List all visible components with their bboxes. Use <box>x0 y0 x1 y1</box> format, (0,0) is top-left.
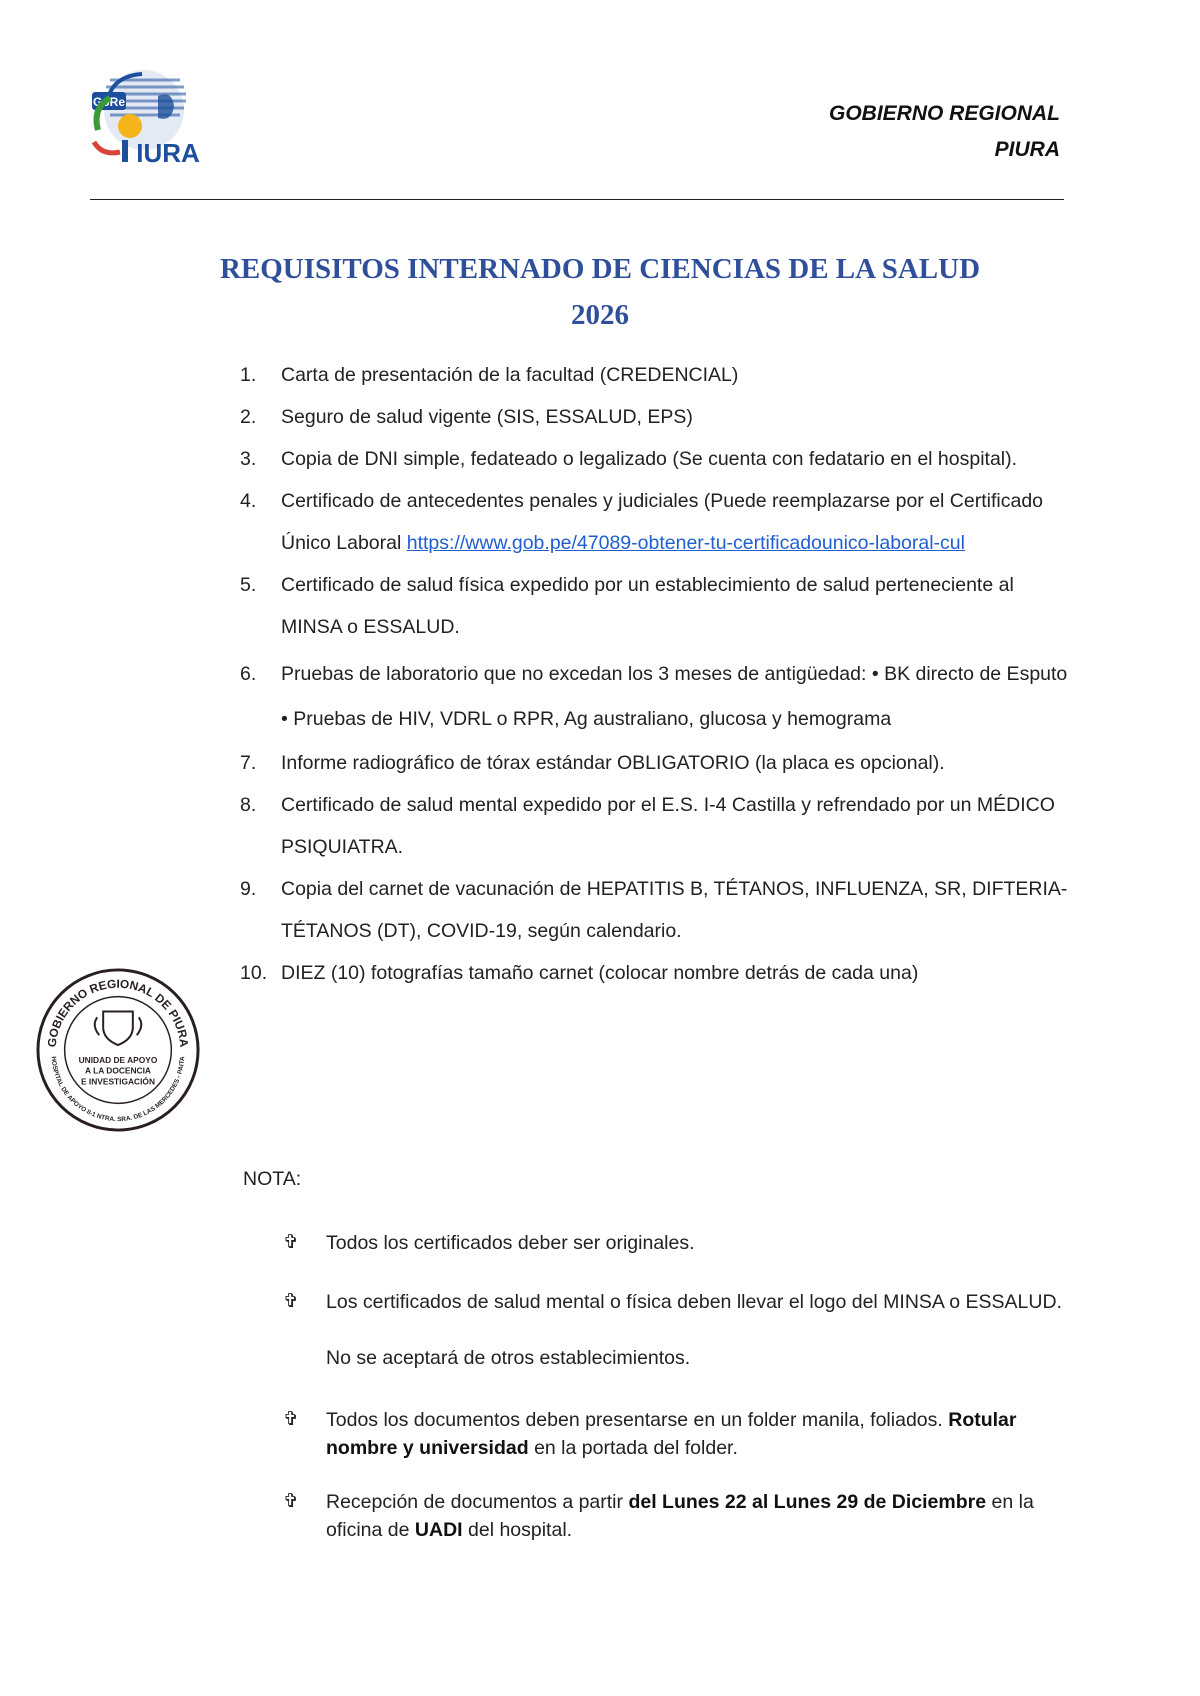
requirement-item <box>240 480 1070 564</box>
requirement-item <box>240 564 1070 648</box>
requirement-text: DIEZ (10) fotografías tamaño carnet (colocar nombre detrás de cada una) <box>281 962 919 984</box>
requirement-number: 6. <box>240 663 257 685</box>
requirement-text: Seguro de salud vigente (SIS, ESSALUD, EPS) <box>281 406 693 428</box>
requirement-text: Copia de DNI simple, fedateado o legalizado (Se cuenta con fedatario en el hospital). <box>281 448 1018 470</box>
requirement-number: 9. <box>240 878 257 900</box>
note-emphasis: Rotular nombre y universidad <box>326 1409 1017 1459</box>
requirement-item <box>240 652 1070 742</box>
header-organization <box>829 96 1060 168</box>
stamp-line-3: E INVESTIGACIÓN <box>81 1076 155 1087</box>
requirement-item <box>240 952 1070 994</box>
requirement-item <box>240 784 1070 868</box>
requirements-list <box>240 354 1070 994</box>
svg-text:IURA: IURA <box>136 138 200 168</box>
requirement-item <box>240 354 1070 396</box>
note-item <box>283 1274 1083 1386</box>
title-line-1: REQUISITOS INTERNADO DE CIENCIAS DE LA SALUD <box>219 253 981 285</box>
requirement-text: Certificado de salud mental expedido por el E.S. I-4 Castilla y refrendado por un MÉDICO PSIQUIATRA. <box>281 794 1055 858</box>
requirement-item <box>240 438 1070 480</box>
note-item <box>283 1488 1083 1544</box>
requirement-text: Certificado de salud física expedido por un establecimiento de salud perteneciente al MINSA o ESSALUD. <box>281 574 1014 638</box>
org-line-2: PIURA <box>994 138 1060 161</box>
svg-text:GoRe: GoRe <box>92 95 126 109</box>
cross-icon: ✞ <box>283 1291 299 1312</box>
uadi-stamp <box>34 966 202 1134</box>
requirement-number: 1. <box>240 364 257 386</box>
requirement-item <box>240 396 1070 438</box>
requirement-number: 7. <box>240 752 257 774</box>
requirement-number: 10. <box>240 962 268 984</box>
note-text: Los certificados de salud mental o física deben llevar el logo del MINSA o ESSALUD. No se aceptará de otros establecimientos. <box>326 1291 1062 1369</box>
requirement-number: 5. <box>240 574 257 596</box>
page-title <box>150 246 1050 338</box>
stamp-outer-text: GOBIERNO REGIONAL DE PIURA <box>44 976 192 1048</box>
requirement-number: 8. <box>240 794 257 816</box>
requirement-text: Certificado de antecedentes penales y judiciales (Puede reemplazarse por el Certificado Único Laboral <box>281 490 1044 554</box>
note-text: en la oficina de <box>326 1491 1034 1541</box>
requirement-number: 4. <box>240 490 257 512</box>
org-line-1: GOBIERNO REGIONAL <box>828 102 1060 125</box>
note-text: Todos los documentos deben presentarse en un folder manila, foliados. <box>326 1409 943 1431</box>
note-text: Recepción de documentos a partir <box>326 1491 624 1513</box>
note-text: en la portada del folder. <box>534 1437 738 1459</box>
notes-list <box>283 1222 1083 1544</box>
cross-icon: ✞ <box>283 1232 299 1253</box>
note-item <box>283 1222 1083 1264</box>
stamp-line-2: A LA DOCENCIA <box>85 1065 151 1076</box>
requirement-item <box>240 742 1070 784</box>
note-emphasis: UADI <box>414 1519 463 1541</box>
requirement-text: Carta de presentación de la facultad (CREDENCIAL) <box>281 364 739 386</box>
requirement-number: 2. <box>240 406 257 428</box>
shield-icon <box>95 1011 142 1045</box>
note-text: del hospital. <box>468 1519 573 1541</box>
requirement-text: Copia del carnet de vacunación de HEPATITIS B, TÉTANOS, INFLUENZA, SR, DIFTERIA-TÉTANOS (DT), COVID-19, según calendario. <box>281 878 1068 942</box>
gore-piura-logo <box>88 68 216 168</box>
requirement-text: Pruebas de laboratorio que no excedan los 3 meses de antigüedad: • BK directo de Esputo • Pruebas de HIV, VDRL o RPR, Ag australiano, glucosa y hemograma <box>281 663 1068 730</box>
requirement-number: 3. <box>240 448 257 470</box>
cross-icon: ✞ <box>283 1409 299 1430</box>
stamp-bottom-text: HOSPITAL DE APOYO II-1 NTRA. SRA. DE LAS MERCEDES - PAITA <box>49 1056 187 1124</box>
cul-certificate-link[interactable]: https://www.gob.pe/47089-obtener-tu-certificadounico-laboral-cul <box>406 532 965 554</box>
note-item <box>283 1406 1083 1462</box>
stamp-line-1: UNIDAD DE APOYO <box>78 1054 158 1065</box>
requirement-text: Informe radiográfico de tórax estándar OBLIGATORIO (la placa es opcional). <box>281 752 945 774</box>
requirement-item <box>240 868 1070 952</box>
header-divider <box>90 199 1064 200</box>
note-text: Todos los certificados deber ser originales. <box>326 1232 695 1254</box>
cross-icon: ✞ <box>283 1491 299 1512</box>
note-emphasis: del Lunes 22 al Lunes 29 de Diciembre <box>628 1491 987 1513</box>
nota-label: NOTA: <box>243 1168 302 1190</box>
title-line-2: 2026 <box>571 299 629 331</box>
